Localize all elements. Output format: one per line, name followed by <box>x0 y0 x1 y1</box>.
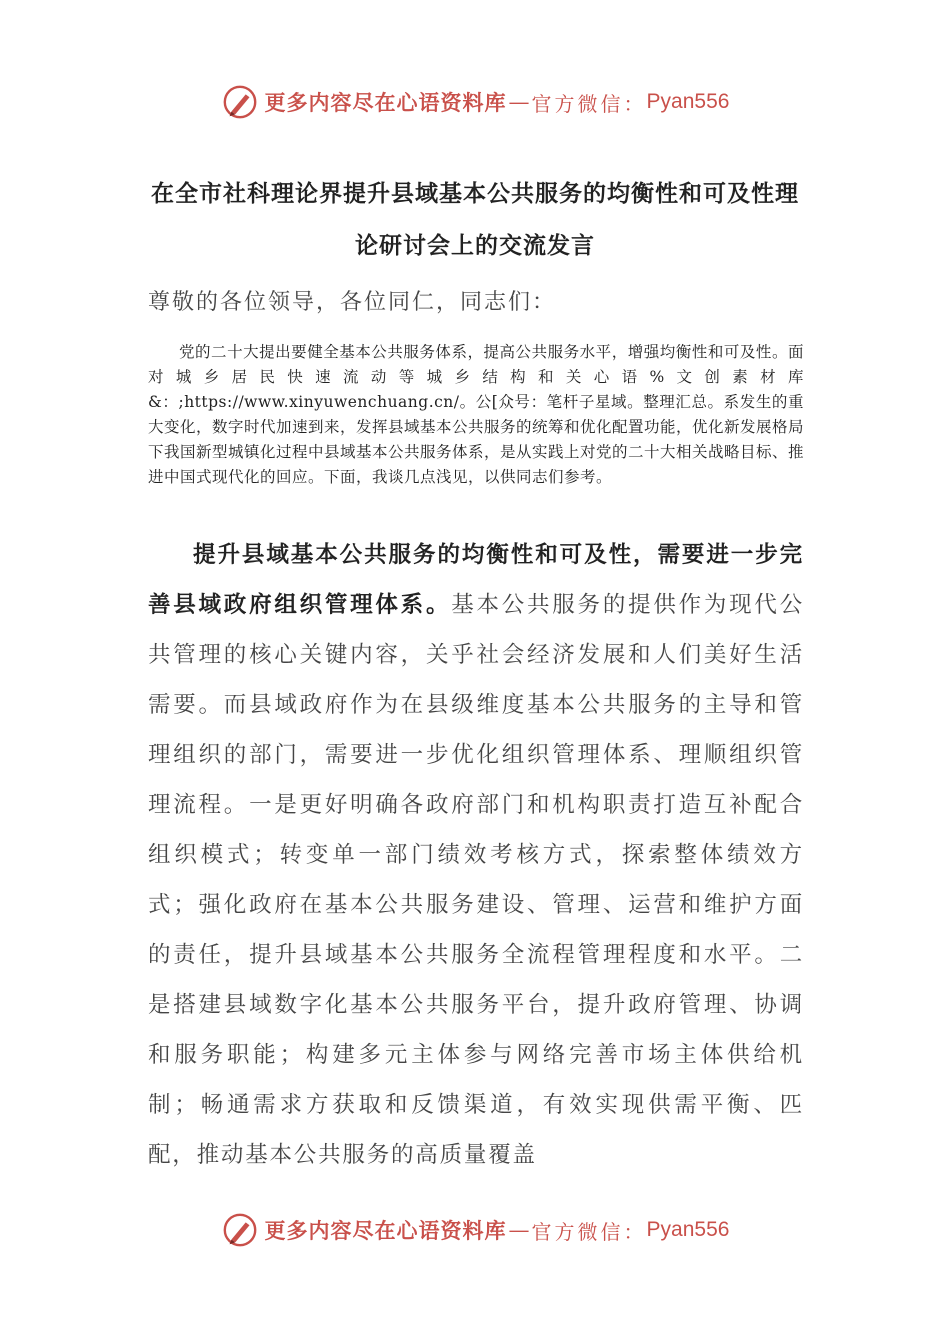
salutation: 尊敬的各位领导，各位同仁，同志们： <box>148 290 557 315</box>
pen-logo-icon <box>221 83 259 121</box>
section-1-lead: 提升县域基本公共服务的均衡性和可及性，需要进一步完善县域政府组织管理体系。 <box>148 542 804 618</box>
banner-dash: — <box>508 90 530 114</box>
banner-main-text: 更多内容尽在心语资料库 <box>264 1218 507 1243</box>
footer-banner <box>0 1208 950 1252</box>
banner-dash: — <box>508 1218 530 1242</box>
pen-logo-icon <box>221 1211 259 1249</box>
banner-main-text: 更多内容尽在心语资料库 <box>264 90 507 115</box>
banner-wechat-id: Pyan556 <box>646 90 730 113</box>
document-title: 在全市社科理论界提升县域基本公共服务的均衡性和可及性理论研讨会上的交流发言 <box>151 180 799 259</box>
section-1-body: 基本公共服务的提供作为现代公共管理的核心关键内容，关乎社会经济发展和人们美好生活需要。而县域政府作为在县级维度基本公共服务的主导和管理组织的部门，需要进一步优化组织管理体系、理顺组织管理流程。一是更好明确各政府部门和机构职责打造互补配合组织模式；转变单一部门绩效考核方式，探索整体绩效方式；强化政府在基本公共服务建设、管理、运营和维护方面的责任，提升县域基本公共服务全流程管理程度和水平。二是搭建县域数字化基本公共服务平台，提升政府管理、协调和服务职能；构建多元主体参与网络完善市场主体供给机制；畅通需求方获取和反馈渠道，有效实现供需平衡、匹配，推动基本公共服务的高质量覆盖 <box>148 592 804 1168</box>
banner-official-label: 官方微信： <box>531 91 647 116</box>
banner-wechat-id: Pyan556 <box>646 1218 730 1241</box>
banner-official-label: 官方微信： <box>531 1219 647 1244</box>
section-1-paragraph <box>148 530 804 1180</box>
header-banner <box>0 80 950 124</box>
intro-paragraph: 党的二十大提出要健全基本公共服务体系，提高公共服务水平，增强均衡性和可及性。面对城乡居民快速流动等城乡结构和关心语%文创素材库&：;https://www.xinyuwenchuang.cn/。公[众号：笔杆子星域。整理汇总。系发生的重大变化，数字时代加速到来，发挥县域基本公共服务的统筹和优化配置功能，优化新发展格局下我国新型城镇化过程中县域基本公共服务体系，是从实践上对党的二十大相关战略目标、推进中国式现代化的回应。下面，我谈几点浅见，以供同志们参考。 <box>148 343 805 486</box>
